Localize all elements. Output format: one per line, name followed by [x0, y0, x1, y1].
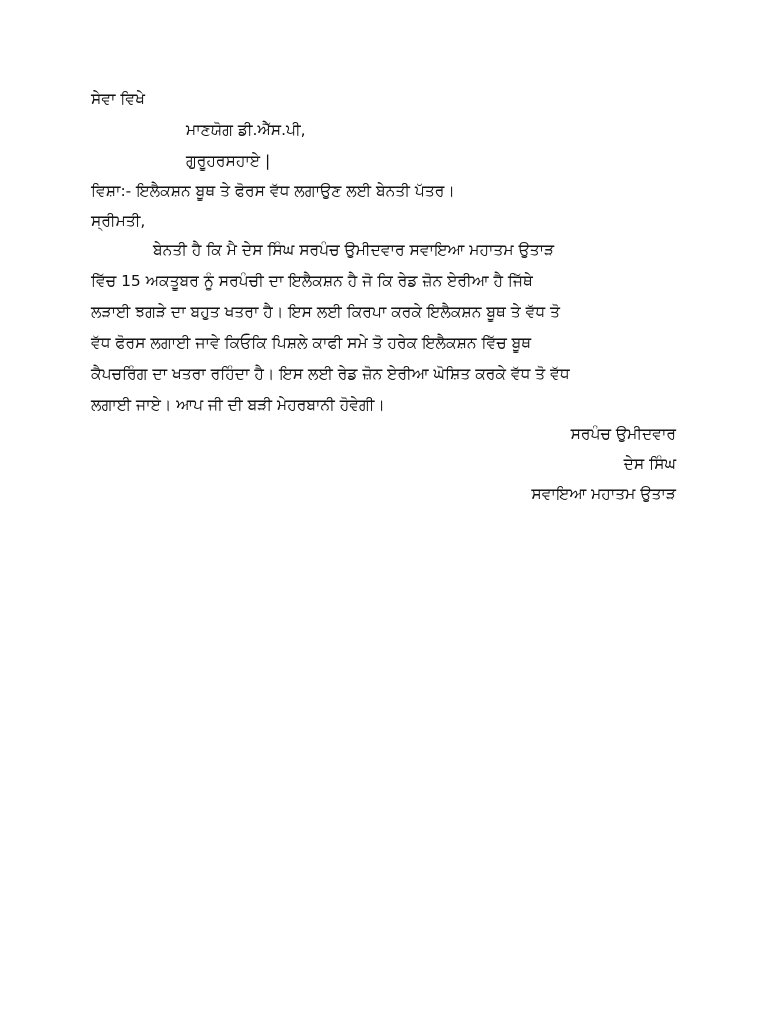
signature-village: ਸਵਾਇਆ ਮਹਾਤਮ ਉਤਾੜ — [531, 485, 676, 503]
subject-line: ਵਿਸ਼ਾ:- ਇਲੈਕਸ਼ਨ ਬੂਥ ਤੇ ਫੋਰਸ ਵੱਧ ਲਗਾਉਣ ਲਈ ਬੇਨਤੀ ਪੱਤਰ। — [91, 182, 455, 200]
salutation: ਸੇਵਾ ਵਿਖੇ — [91, 90, 145, 108]
body-line: ਕੈਪਚਰਿੰਗ ਦਾ ਖਤਰਾ ਰਹਿੰਦਾ ਹੈ। ਇਸ ਲਈ ਰੇਡ ਜ਼ੋਨ ਏਰੀਆ ਘੋਸ਼ਿਤ ਕਰਕੇ ਵੱਧ ਤੋ ਵੱਧ — [91, 365, 570, 383]
recipient-place: ਗੁਰੂਹਰਸਹਾਏ | — [186, 152, 271, 170]
body-line: ਬੇਨਤੀ ਹੈ ਕਿ ਮੈ ਦੇਸ ਸਿੰਘ ਸਰਪੰਚ ਉਮੀਦਵਾਰ ਸਵਾਇਆ ਮਹਾਤਮ ਉਤਾੜ — [153, 241, 555, 259]
body-line: ਵੱਧ ਫੋਰਸ ਲਗਾਈ ਜਾਵੇ ਕਿਓਕਿ ਪਿਸ਼ਲੇ ਕਾਫੀ ਸਮੇ ਤੋ ਹਰੇਕ ਇਲੈਕਸ਼ਨ ਵਿੱਚ ਬੂਥ — [91, 334, 532, 352]
signature-block — [531, 423, 676, 513]
body-line: ਲੜਾਈ ਝਗੜੇ ਦਾ ਬਹੁਤ ਖਤਰਾ ਹੈ। ਇਸ ਲਈ ਕਿਰਪਾ ਕਰਕੇ ਇਲੈਕਸ਼ਨ ਬੂਥ ਤੇ ਵੱਧ ਤੋ — [91, 303, 560, 321]
signature-name: ਦੇਸ ਸਿੰਘ — [623, 455, 676, 473]
body-line: ਲਗਾਈ ਜਾਏ। ਆਪ ਜੀ ਦੀ ਬੜੀ ਮੇਹਰਬਾਨੀ ਹੋਵੇਗੀ। — [91, 396, 385, 414]
letter-body — [91, 239, 681, 425]
recipient-title: ਮਾਣਯੋਗ ਡੀ.ਐੱਸ.ਪੀ, — [186, 121, 306, 139]
signature-role: ਸਰਪੰਚ ਉਮੀਦਵਾਰ — [570, 425, 676, 443]
body-line: ਵਿੱਚ 15 ਅਕਤੂਬਰ ਨੂੰ ਸਰਪੰਚੀ ਦਾ ਇਲੈਕਸ਼ਨ ਹੈ ਜੋ ਕਿ ਰੇਡ ਜ਼ੋਨ ਏਰੀਆ ਹੈ ਜਿੱਥੇ — [91, 272, 533, 290]
greeting: ਸ੍ਰੀਮਤੀ, — [91, 212, 146, 230]
